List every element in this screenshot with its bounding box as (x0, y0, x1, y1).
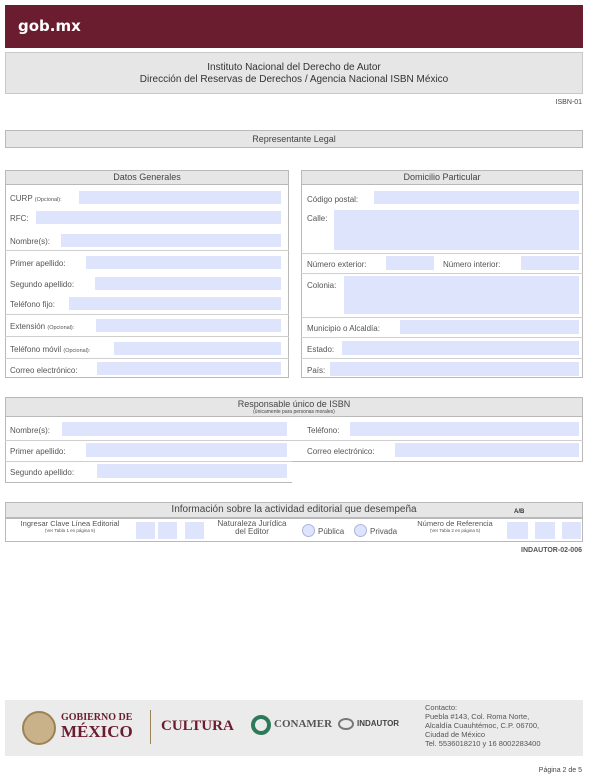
privada-radio[interactable] (354, 524, 367, 537)
referencia-label-block (406, 520, 504, 534)
divider (301, 317, 583, 318)
divider (301, 358, 583, 359)
conamer-icon (251, 715, 271, 735)
primer-apellido-label: Primer apellido: (10, 259, 66, 268)
pais-field[interactable] (330, 362, 579, 376)
institution-name: Instituto Nacional del Derecho de Autor (207, 62, 381, 73)
divider (5, 250, 289, 251)
indautor-logo: INDAUTOR (357, 719, 400, 728)
contact-title: Contacto: (425, 703, 458, 712)
referencia-label: Número de Referencia (417, 519, 493, 528)
estado-label: Estado: (307, 345, 335, 354)
clave-note: (Ver Tabla 1 en página 5) (44, 528, 96, 533)
resp-correo-field[interactable] (395, 443, 579, 457)
contact-phone: Tel. 5536018210 y 16 8002283400 (425, 739, 541, 748)
resp-primer-apellido-label: Primer apellido: (10, 447, 66, 456)
correo-field[interactable] (97, 362, 281, 375)
naturaleza-label (207, 520, 297, 536)
numero-exterior-label: Número exterior: (307, 260, 367, 269)
divider (5, 314, 289, 315)
referencia-box-2[interactable] (535, 522, 555, 539)
referencia-box-1[interactable] (507, 522, 528, 539)
divider (5, 336, 289, 337)
referencia-note: (Ver Tabla 2 en página 5) (429, 528, 481, 533)
municipio-field[interactable] (400, 320, 579, 334)
logo-divider (150, 710, 151, 744)
calle-label: Calle: (307, 214, 328, 223)
nombre-label: Nombre(s): (10, 237, 51, 246)
extension-label: Extensión (Opcional): (10, 322, 75, 331)
clave-label-block (7, 520, 133, 534)
rfc-label: RFC: (10, 214, 29, 223)
institution-header (5, 52, 583, 94)
pais-label: País: (307, 366, 326, 375)
resp-primer-apellido-field[interactable] (86, 443, 287, 457)
contact-info (425, 703, 541, 748)
clave-box-3[interactable] (185, 522, 204, 539)
gobierno-line2: MÉXICO (61, 722, 133, 741)
divider (301, 337, 583, 338)
contact-line: Ciudad de México (425, 730, 486, 739)
resp-correo-label: Correo electrónico: (307, 447, 375, 456)
resp-telefono-label: Teléfono: (307, 426, 340, 435)
clave-box-1[interactable] (136, 522, 155, 539)
gobmx-logo[interactable]: gob.mx (18, 17, 81, 35)
section-representante-legal: Representante Legal (5, 130, 583, 148)
institution-direction: Dirección del Reservas de Derechos / Agencia Nacional ISBN México (139, 74, 449, 85)
clave-box-2[interactable] (158, 522, 177, 539)
codigo-postal-label: Código postal: (307, 195, 359, 204)
resp-segundo-apellido-field[interactable] (97, 464, 287, 478)
page-number: Página 2 de 5 (538, 767, 582, 774)
domicilio-title: Domicilio Particular (301, 170, 583, 185)
form-code: ISBN-01 (555, 99, 582, 106)
privada-label: Privada (370, 527, 398, 536)
resp-nombre-label: Nombre(s): (10, 426, 51, 435)
mexico-seal-icon (22, 711, 56, 745)
divider (5, 440, 583, 441)
telefono-movil-label: Teléfono móvil (Opcional): (10, 345, 91, 354)
calle-field[interactable] (334, 210, 579, 250)
ab-label: A/B (514, 509, 525, 515)
divider (301, 273, 583, 274)
correo-label: Correo electrónico: (10, 366, 78, 375)
publica-label: Pública (318, 527, 345, 536)
responsable-subtitle: (únicamente para personas morales) (253, 409, 335, 415)
numero-exterior-field[interactable] (386, 256, 434, 270)
actividad-title-text: Información sobre la actividad editorial que desempeña (171, 504, 417, 515)
numero-interior-field[interactable] (521, 256, 579, 270)
colonia-label: Colonia: (307, 281, 337, 290)
divider (301, 253, 583, 254)
curp-field[interactable] (79, 191, 281, 204)
cultura-logo: CULTURA (161, 718, 234, 734)
referencia-box-3[interactable] (562, 522, 581, 539)
telefono-movil-field[interactable] (114, 342, 281, 355)
estado-field[interactable] (342, 341, 579, 355)
gobierno-line1: GOBIERNO DE (61, 712, 133, 723)
clave-label: Ingresar Clave Línea Editorial (20, 519, 120, 528)
naturaleza-line1: Naturaleza Jurídica (217, 519, 287, 528)
resp-nombre-field[interactable] (62, 422, 287, 436)
extension-field[interactable] (96, 319, 281, 332)
datos-generales-title: Datos Generales (5, 170, 289, 185)
curp-label: CURP (Opcional): (10, 194, 62, 203)
blank-area (292, 461, 583, 483)
resp-segundo-apellido-label: Segundo apellido: (10, 468, 75, 477)
colonia-field[interactable] (344, 276, 579, 314)
gobierno-logo (61, 712, 133, 740)
contact-line: Alcaldía Cuauhtémoc, C.P. 06700, (425, 721, 540, 730)
codigo-postal-field[interactable] (374, 191, 579, 204)
indautor-icon (338, 718, 354, 730)
actividad-title (5, 502, 583, 518)
rfc-field[interactable] (36, 211, 281, 224)
naturaleza-line2: del Editor (235, 527, 269, 536)
conamer-logo: CONAMER (274, 718, 333, 730)
indautor-form-code: INDAUTOR-02-006 (521, 547, 582, 554)
telefono-fijo-label: Teléfono fijo: (10, 300, 55, 309)
telefono-fijo-field[interactable] (69, 297, 281, 310)
numero-interior-label: Número interior: (443, 260, 501, 269)
publica-radio[interactable] (302, 524, 315, 537)
header-banner (5, 5, 583, 48)
divider (5, 358, 289, 359)
nombre-field[interactable] (61, 234, 281, 247)
segundo-apellido-label: Segundo apellido: (10, 280, 75, 289)
responsable-header (5, 397, 583, 417)
contact-line: Puebla #143, Col. Roma Norte, (425, 712, 530, 721)
responsable-title: Responsable único de ISBN (237, 399, 351, 409)
primer-apellido-field[interactable] (86, 256, 281, 269)
municipio-label: Municipio o Alcaldía: (307, 324, 380, 333)
segundo-apellido-field[interactable] (95, 277, 281, 290)
resp-telefono-field[interactable] (350, 422, 579, 436)
